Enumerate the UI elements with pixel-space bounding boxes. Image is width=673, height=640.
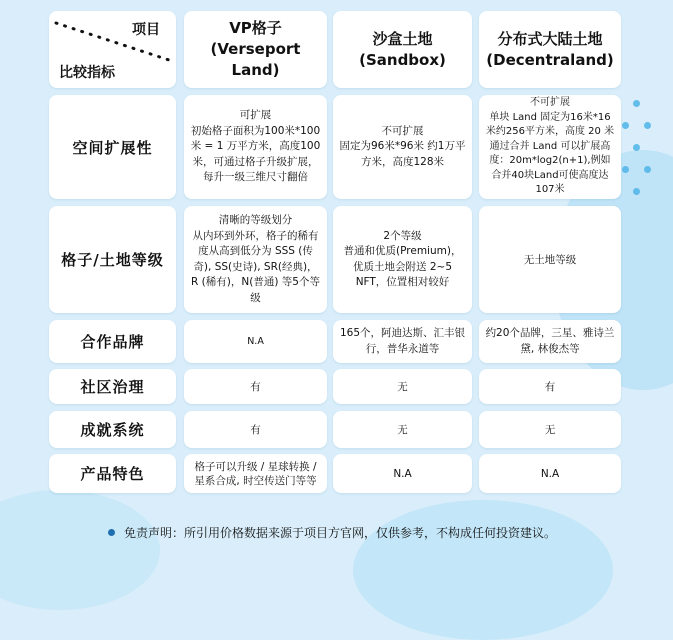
column-name: 沙盒土地 — [372, 29, 433, 48]
background-blob — [0, 490, 160, 610]
table-cell — [333, 369, 472, 404]
table-cell — [333, 411, 472, 448]
corner-label-metrics: 比较指标 — [59, 65, 115, 81]
column-subname: (Verseport Land) — [210, 40, 301, 79]
cell-text: 有 — [250, 381, 261, 393]
table-cell — [479, 206, 621, 313]
column-header-sandbox — [333, 11, 472, 88]
table-cell — [333, 454, 472, 493]
cell-text: 不可扩展 固定为96米*96米 约1万平方米，高度128米 — [339, 124, 466, 168]
disclaimer-text: 免责声明：所引用价格数据来源于项目方官网，仅供参考，不构成任何投资建议。 — [124, 526, 557, 540]
cell-text: 165个，阿迪达斯、汇丰银行，普华永道等 — [339, 327, 466, 355]
column-header-vp — [184, 11, 327, 88]
cell-text: 格子可以升级 / 星球转换 / 星系合成, 时空传送门等等 — [194, 460, 317, 487]
table-cell — [184, 320, 327, 363]
cell-text: 无 — [397, 381, 408, 393]
cell-text: 清晰的等级划分 从内环到外环，格子的稀有度从高到低分为 SSS (传奇), SS(史诗), SR(经典)，R (稀有)，N(普通) 等5个等级 — [191, 214, 320, 304]
row-label-achievements: 成就系统 — [49, 411, 176, 448]
corner-label-project: 项目 — [132, 22, 160, 38]
table-cell — [479, 369, 621, 404]
column-header-decentraland — [479, 11, 621, 88]
row-label-features: 产品特色 — [49, 454, 176, 493]
bullet-icon — [108, 529, 115, 536]
cell-text: 不可扩展 单块 Land 固定为16米*16米约256平方米，高度 20 米通过合并 Land 可以扩展高度：20m*log2(n+1),例如合并40块Land可使高度达107米 — [485, 97, 615, 196]
table-cell — [479, 454, 621, 493]
table-cell — [184, 369, 327, 404]
column-subname: (Sandbox) — [359, 50, 446, 69]
table-cell — [333, 95, 472, 199]
column-subname: (Decentraland) — [486, 50, 614, 69]
table-cell — [479, 411, 621, 448]
cell-text: 约20个品牌，三星、雅诗兰黛, 林俊杰等 — [485, 327, 615, 355]
column-name: 分布式大陆土地 — [497, 29, 603, 48]
table-cell — [184, 454, 327, 493]
cell-text: 无 — [544, 424, 556, 436]
background-blob — [353, 500, 613, 640]
table-cell — [479, 320, 621, 363]
row-label-grade: 格子/土地等级 — [49, 206, 176, 313]
row-label-partner-brands: 合作品牌 — [49, 320, 176, 363]
cell-text: 有 — [250, 424, 261, 436]
cell-text: N.A — [393, 467, 412, 480]
row-label-space-scalability: 空间扩展性 — [49, 95, 176, 199]
row-label-governance: 社区治理 — [49, 369, 176, 404]
cell-text: N.A — [247, 336, 264, 347]
table-cell — [333, 320, 472, 363]
table-cell — [184, 411, 327, 448]
table-cell — [479, 95, 621, 199]
column-name: VP格子 — [229, 19, 282, 37]
diagonal-divider — [54, 21, 189, 67]
cell-text: N.A — [540, 467, 560, 480]
cell-text: 无土地等级 — [523, 254, 577, 266]
cell-text: 有 — [544, 381, 556, 393]
cell-text: 可扩展 初始格子面积为100米*100米 = 1 万平方米，高度100米，可通过格子升级扩展，每升一级三维尺寸翻倍 — [190, 109, 321, 184]
cell-text: 无 — [397, 424, 408, 436]
cell-text: 2个等级 普通和优质(Premium)，优质土地会附送 2~5 NFT，位置相对较好 — [343, 229, 462, 288]
disclaimer — [108, 524, 556, 541]
corner-header-cell — [49, 11, 176, 88]
table-cell — [333, 206, 472, 313]
table-cell — [184, 206, 327, 313]
table-cell — [184, 95, 327, 199]
